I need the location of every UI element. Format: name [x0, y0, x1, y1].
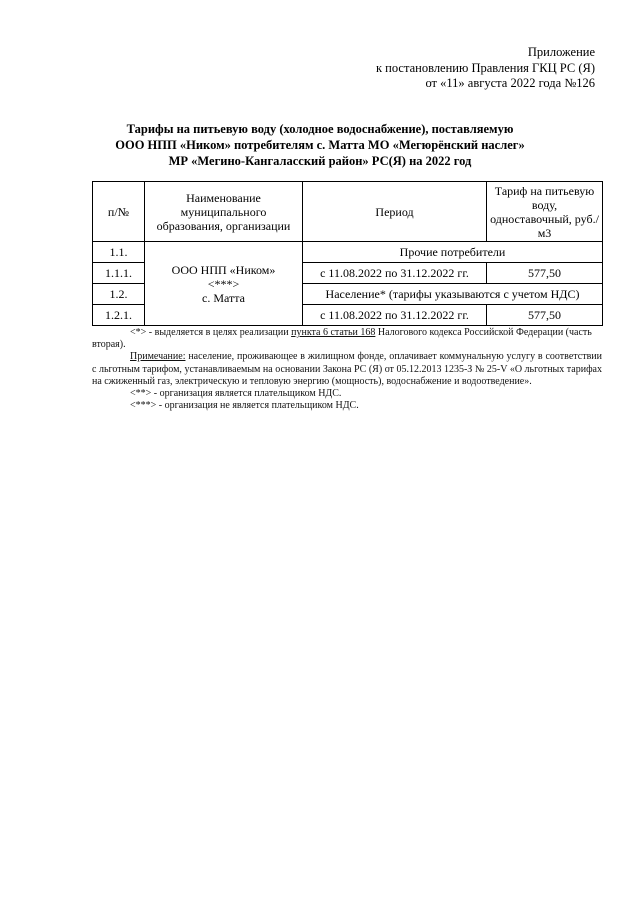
footnote-vat-payer: <**> - организация является плательщиком НДС. [130, 388, 342, 400]
resolution-date: от «11» августа 2022 года №126 [425, 76, 595, 90]
org-place: с. Матта [202, 290, 245, 305]
group-label: Прочие потребители [303, 242, 603, 263]
row-num: 1.1. [93, 242, 145, 263]
row-num: 1.2.1. [93, 305, 145, 326]
resolution-reference: к постановлению Правления ГКЦ РС (Я) [375, 60, 595, 75]
note-text: население, проживающее в жилищном фонде, оплачивает коммунальную услугу в соответствии с льготным тарифом, устанавливаемым на основании Закона РС (Я) от 05.12.2013 1235-З № 25-V «О льготных тарифах на сжиженный газ, электрическую и тепловую энергию (мощность), водоснабжение и водоотведение». [92, 351, 602, 387]
org-cell [145, 242, 303, 326]
row-num: 1.1.1. [93, 263, 145, 284]
org-mark: <***> [207, 276, 240, 291]
org-name: ООО НПП «Ником» [171, 262, 276, 277]
appendix-header [376, 45, 595, 92]
title-line-2: ООО НПП «Ником» потребителям с. Матта МО «Мегюрёнский наслег» [115, 138, 525, 152]
header-tariff: Тариф на питьевую воду, одноставочный, руб./м3 [487, 182, 603, 242]
title-line-1: Тарифы на питьевую воду (холодное водоснабжение), поставляемую [126, 122, 514, 136]
row-period: с 11.08.2022 по 31.12.2022 гг. [303, 305, 487, 326]
footnotes [92, 327, 602, 412]
group-label: Население* (тарифы указываются с учетом НДС) [303, 284, 603, 305]
title-line-3: МР «Мегино-Кангаласский район» РС(Я) на 2022 год [168, 154, 472, 168]
tax-code-link[interactable]: пункта 6 статьи 168 [291, 327, 376, 338]
row-period: с 11.08.2022 по 31.12.2022 гг. [303, 263, 487, 284]
tariff-table [92, 181, 603, 326]
document-title [60, 121, 580, 169]
footnote-1-suffix: Налогового кодекса Российской Федерации (часть вторая). [92, 327, 592, 351]
footnote-vat-nonpayer: <***> - организация не является плательщиком НДС. [130, 400, 359, 412]
row-tariff: 577,50 [487, 263, 603, 284]
header-num: п/№ [93, 182, 145, 242]
footnote-1-text: <*> - выделяется в целях реализации [130, 327, 292, 338]
row-num: 1.2. [93, 284, 145, 305]
table-row [93, 242, 603, 263]
table-header-row [93, 182, 603, 242]
footnote-note [92, 351, 602, 388]
footnote-1 [92, 327, 602, 351]
row-tariff: 577,50 [487, 305, 603, 326]
appendix-label: Приложение [527, 45, 595, 59]
header-org: Наименование муниципального образования, организации [145, 182, 303, 242]
note-label: Примечание: [130, 351, 186, 363]
header-period: Период [303, 182, 487, 242]
